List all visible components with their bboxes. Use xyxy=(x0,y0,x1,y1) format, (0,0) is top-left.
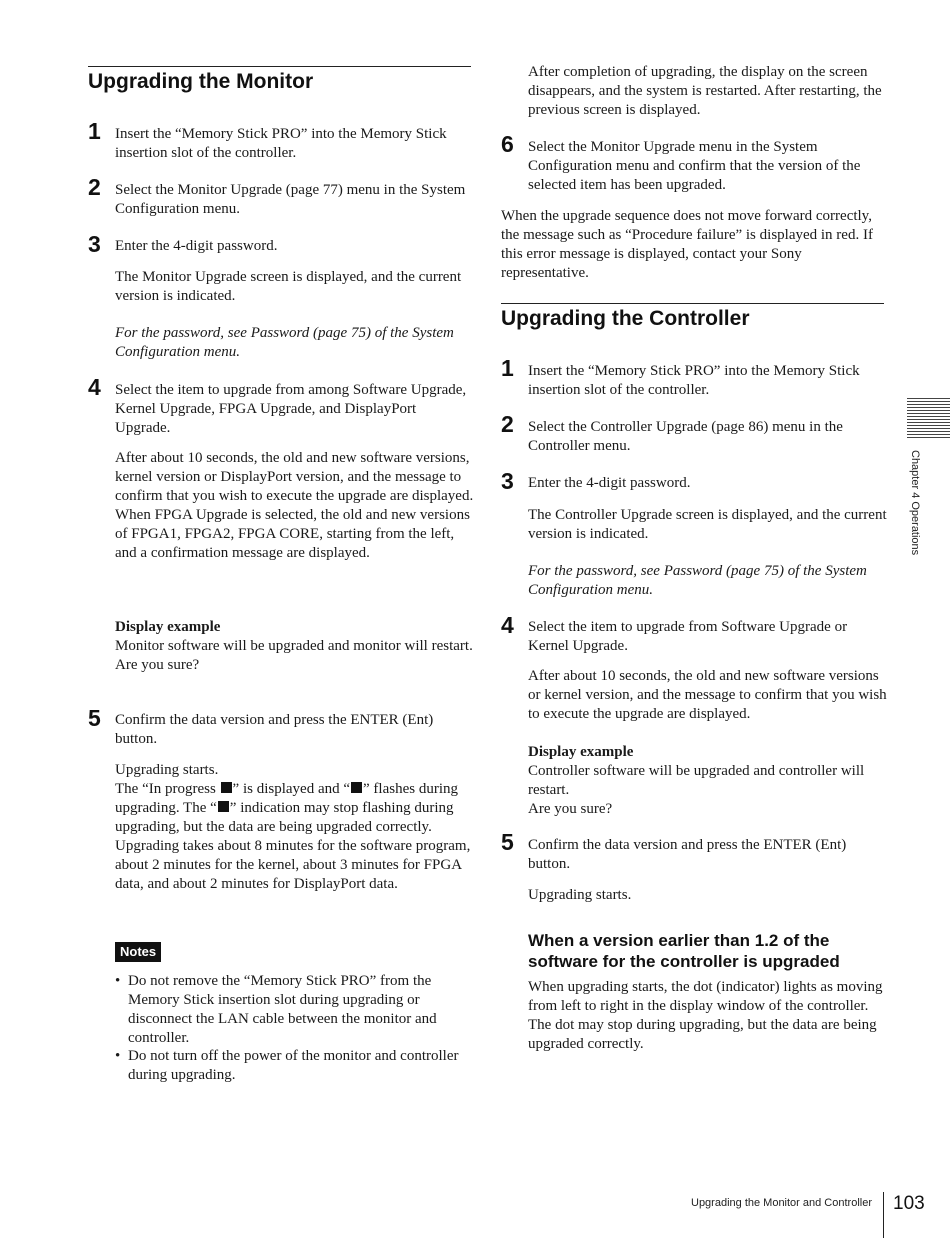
bullet-icon: • xyxy=(115,1048,121,1064)
chapter-tab-marker xyxy=(907,398,950,440)
note-text: Do not turn off the power of the monitor and controller during upgrading. xyxy=(128,1048,459,1083)
display-example-title: Display example xyxy=(528,744,634,760)
step-number-1: 1 xyxy=(501,355,514,381)
step-5-para-2b: ” is displayed and “ xyxy=(232,781,351,797)
step-number-2: 2 xyxy=(501,411,514,437)
step-number-1: 1 xyxy=(88,118,101,144)
display-example xyxy=(528,743,888,819)
step-number-3: 3 xyxy=(501,468,514,494)
step-1-text: Insert the “Memory Stick PRO” into the Memory Stick insertion slot of the controller. xyxy=(115,126,447,161)
step-number-3: 3 xyxy=(88,231,101,257)
display-example-line-2: Are you sure? xyxy=(115,657,200,673)
step-number-5: 5 xyxy=(501,829,514,855)
step-5-text: Confirm the data version and press the ENTER (Ent) button. xyxy=(115,712,434,747)
step-5-text: Confirm the data version and press the ENTER (Ent) button. xyxy=(528,837,847,872)
page-number: 103 xyxy=(893,1193,925,1214)
step-5-para-2c: ” flashes during upgrading. The “ xyxy=(115,781,458,816)
step-5-para-2a: The “In progress xyxy=(115,781,220,797)
step-2-text: Select the Controller Upgrade (page 86) menu in the Controller menu. xyxy=(528,419,843,454)
step-4-text: Select the item to upgrade from among Software Upgrade, Kernel Upgrade, FPGA Upgrade, and DisplayPort Upgrade. xyxy=(115,382,467,436)
section-rule xyxy=(88,66,471,67)
step-number-6: 6 xyxy=(501,131,514,157)
step-1-text: Insert the “Memory Stick PRO” into the Memory Stick insertion slot of the controller. xyxy=(528,363,860,398)
bullet-icon: • xyxy=(115,973,121,989)
step-5-para xyxy=(115,761,475,894)
square-indicator-icon xyxy=(218,801,229,812)
section-heading-controller: Upgrading the Controller xyxy=(501,307,750,330)
display-example-line-1: Monitor software will be upgraded and monitor will restart. xyxy=(115,638,473,654)
step-2-text: Select the Monitor Upgrade (page 77) menu in the System Configuration menu. xyxy=(115,182,466,217)
step-5-para: Upgrading starts. xyxy=(528,887,632,903)
failure-para: When the upgrade sequence does not move forward correctly, the message such as “Procedure failure” is displayed in red. If this error message is displayed, contact your Sony representative. xyxy=(501,208,873,281)
step-5-para-1: Upgrading starts. xyxy=(115,762,219,778)
step-3-note: For the password, see Password (page 75) of the System Configuration menu. xyxy=(115,325,454,360)
step-3-text: Enter the 4-digit password. xyxy=(115,238,278,254)
chapter-side-label xyxy=(905,450,925,580)
square-indicator-icon xyxy=(351,782,362,793)
square-indicator-icon xyxy=(221,782,232,793)
display-example-line-2: Are you sure? xyxy=(528,801,613,817)
display-example-line-1: Controller software will be upgraded and controller will restart. xyxy=(528,763,865,798)
display-example-title: Display example xyxy=(115,619,221,635)
step-6-text: Select the Monitor Upgrade menu in the System Configuration menu and confirm that the version of the selected item has been upgraded. xyxy=(528,139,861,193)
step-number-4: 4 xyxy=(501,612,514,638)
subheading-para: When upgrading starts, the dot (indicator) lights as moving from left to right in the display window of the controller. The dot may stop during upgrading, but the data are being upgraded correctly. xyxy=(528,979,883,1052)
note-item xyxy=(115,1047,470,1085)
section-heading-monitor: Upgrading the Monitor xyxy=(88,70,314,93)
completion-para: After completion of upgrading, the display on the screen disappears, and the system is restarted. After restarting, the previous screen is displayed. xyxy=(528,64,882,118)
note-item xyxy=(115,972,470,1048)
step-3-note: For the password, see Password (page 75) of the System Configuration menu. xyxy=(528,563,867,598)
step-3-para: The Controller Upgrade screen is displayed, and the current version is indicated. xyxy=(528,507,887,542)
step-4-para-2: When FPGA Upgrade is selected, the old and new versions of FPGA1, FPGA2, FPGA CORE, starting from the left, and a confirmation message are displayed. xyxy=(115,507,470,561)
step-4-text: Select the item to upgrade from Software Upgrade or Kernel Upgrade. xyxy=(528,619,848,654)
step-number-5: 5 xyxy=(88,705,101,731)
step-4-para: After about 10 seconds, the old and new software versions or kernel version, and the message to confirm that you wish to execute the upgrade are displayed. xyxy=(528,668,887,722)
step-number-2: 2 xyxy=(88,174,101,200)
display-example xyxy=(115,618,475,675)
step-4-para xyxy=(115,449,475,563)
subheading: When a version earlier than 1.2 of the software for the controller is upgraded xyxy=(528,931,840,971)
step-number-4: 4 xyxy=(88,374,101,400)
note-text: Do not remove the “Memory Stick PRO” from the Memory Stick insertion slot during upgrading or disconnect the LAN cable between the monitor and controller. xyxy=(128,973,437,1046)
notes-label: Notes xyxy=(115,942,161,962)
step-5-para-2 xyxy=(115,780,475,837)
step-5-para-3: Upgrading takes about 8 minutes for the software program, about 2 minutes for the kernel, about 3 minutes for FPGA data, and about 2 minutes for DisplayPort data. xyxy=(115,838,471,892)
section-rule xyxy=(501,303,884,304)
step-3-text: Enter the 4-digit password. xyxy=(528,475,691,491)
step-4-para-1: After about 10 seconds, the old and new software versions, kernel version or DisplayPort version, and the message to confirm that you wish to execute the upgrade are displayed. xyxy=(115,450,474,504)
step-5-para-2d: ” indication may stop flashing during upgrading, but the data are being upgraded correctly. xyxy=(115,800,454,835)
footer-title: Upgrading the Monitor and Controller xyxy=(691,1197,872,1209)
footer-divider xyxy=(883,1192,884,1238)
chapter-label-text: Chapter 4 Operations xyxy=(909,450,921,556)
step-3-para: The Monitor Upgrade screen is displayed, and the current version is indicated. xyxy=(115,269,462,304)
